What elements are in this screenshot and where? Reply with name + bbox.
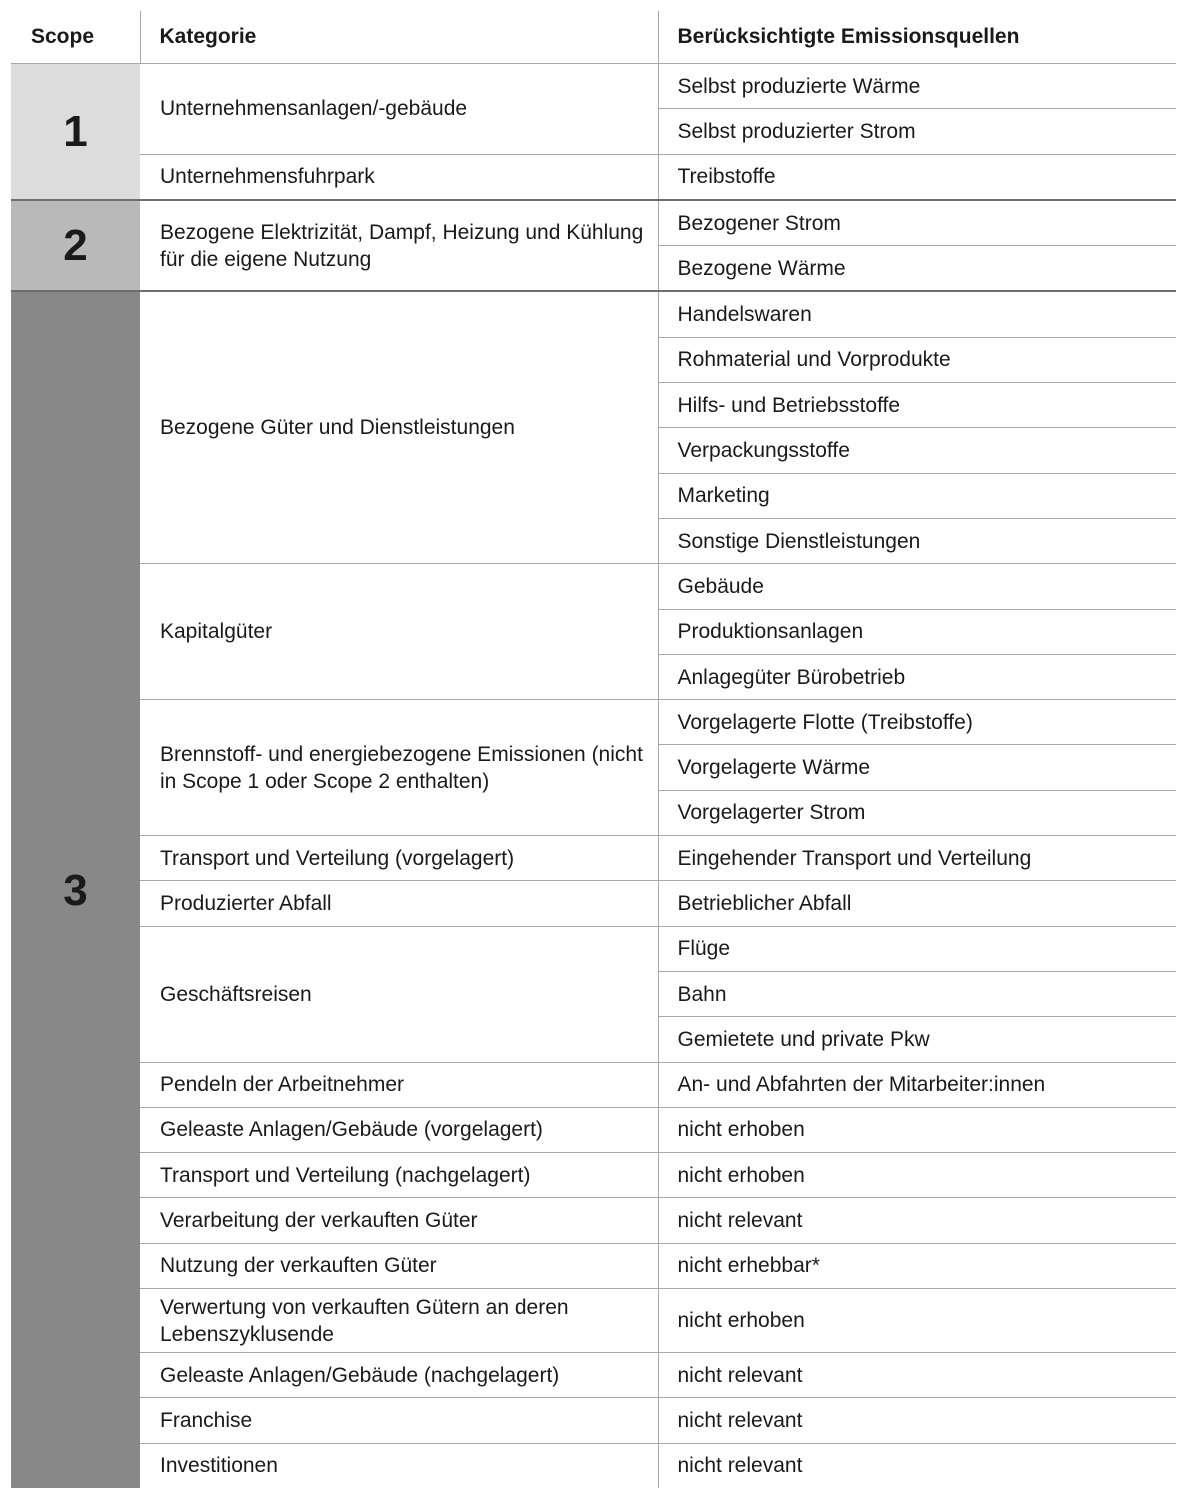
source-cell: Selbst produzierte Wärme: [658, 64, 1176, 109]
category-cell: Pendeln der Arbeitnehmer: [140, 1062, 658, 1107]
source-cell: Marketing: [658, 473, 1176, 518]
source-cell: Betrieblicher Abfall: [658, 881, 1176, 926]
table-row: [11, 291, 1176, 337]
source-cell: Anlagegüter Bürobetrieb: [658, 654, 1176, 699]
header-category: Kategorie: [140, 11, 658, 64]
table-row: [11, 836, 1176, 881]
scope-3-cell: 3: [11, 291, 140, 1487]
category-cell: Geleaste Anlagen/Gebäude (nachgelagert): [140, 1353, 658, 1398]
source-cell: Selbst produzierter Strom: [658, 109, 1176, 154]
category-cell: Unternehmensanlagen/-gebäude: [140, 64, 658, 155]
table-header-row: [11, 11, 1176, 64]
table-row: [11, 1062, 1176, 1107]
source-cell: nicht erhebbar*: [658, 1243, 1176, 1288]
table-row: [11, 1243, 1176, 1288]
source-cell: Gebäude: [658, 564, 1176, 609]
source-cell: Handelswaren: [658, 291, 1176, 337]
table-row: [11, 1398, 1176, 1443]
source-cell: Verpackungsstoffe: [658, 428, 1176, 473]
category-cell: Nutzung der verkauften Güter: [140, 1243, 658, 1288]
category-cell: Geleaste Anlagen/Gebäude (vorgelagert): [140, 1107, 658, 1152]
source-cell: Treibstoffe: [658, 154, 1176, 200]
category-cell: Geschäftsreisen: [140, 926, 658, 1062]
source-cell: Sonstige Dienstleistungen: [658, 518, 1176, 563]
source-cell: An- und Abfahrten der Mitarbeiter:innen: [658, 1062, 1176, 1107]
header-scope: Scope: [11, 11, 140, 64]
source-cell: nicht erhoben: [658, 1107, 1176, 1152]
source-cell: Produktionsanlagen: [658, 609, 1176, 654]
scope-2-cell: 2: [11, 200, 140, 292]
category-cell: Transport und Verteilung (vorgelagert): [140, 836, 658, 881]
scope-1-cell: 1: [11, 64, 140, 200]
source-cell: Hilfs- und Betriebsstoffe: [658, 383, 1176, 428]
category-cell: Investitionen: [140, 1443, 658, 1488]
table-row: [11, 1198, 1176, 1243]
category-cell: Bezogene Elektrizität, Dampf, Heizung und Kühlung für die eigene Nutzung: [140, 200, 658, 292]
category-cell: Transport und Verteilung (nachgelagert): [140, 1153, 658, 1198]
source-cell: nicht relevant: [658, 1398, 1176, 1443]
emissions-scope-table: [11, 11, 1176, 1488]
table-row: [11, 1289, 1176, 1353]
table-row: [11, 564, 1176, 609]
category-cell: Verwertung von verkauften Gütern an deren Lebenszyklusende: [140, 1289, 658, 1353]
source-cell: Vorgelagerte Wärme: [658, 745, 1176, 790]
category-cell: Franchise: [140, 1398, 658, 1443]
source-cell: Vorgelagerter Strom: [658, 790, 1176, 835]
table-row: [11, 1353, 1176, 1398]
source-cell: nicht erhoben: [658, 1153, 1176, 1198]
source-cell: nicht relevant: [677, 1454, 803, 1478]
category-cell: Brennstoff- und energiebezogene Emissionen (nicht in Scope 1 oder Scope 2 enthalten): [140, 700, 658, 836]
source-cell: Bezogener Strom: [658, 200, 1176, 246]
source-cell: Rohmaterial und Vorprodukte: [658, 337, 1176, 382]
source-cell: Eingehender Transport und Verteilung: [658, 836, 1176, 881]
header-sources: Berücksichtigte Emissionsquellen: [658, 11, 1176, 64]
table-row: [11, 1443, 1176, 1488]
source-cell: Vorgelagerte Flotte (Treibstoffe): [658, 700, 1176, 745]
category-cell: Unternehmensfuhrpark: [140, 154, 658, 200]
category-cell: Kapitalgüter: [140, 564, 658, 700]
source-cell: Gemietete und private Pkw: [658, 1017, 1176, 1062]
category-cell: Verarbeitung der verkauften Güter: [140, 1198, 658, 1243]
table-row: [11, 200, 1176, 246]
source-cell: Bezogene Wärme: [658, 246, 1176, 292]
category-cell: Produzierter Abfall: [140, 881, 658, 926]
source-cell: Bahn: [658, 971, 1176, 1016]
table-row: [11, 1153, 1176, 1198]
table-row: [11, 154, 1176, 200]
category-cell: Bezogene Güter und Dienstleistungen: [140, 291, 658, 563]
table-row: [11, 64, 1176, 109]
table-row: [11, 926, 1176, 971]
table-row: [11, 700, 1176, 745]
table-row: [11, 881, 1176, 926]
source-cell: Flüge: [658, 926, 1176, 971]
table-row: [11, 1107, 1176, 1152]
source-cell: nicht erhoben: [658, 1289, 1176, 1353]
source-cell: nicht relevant: [658, 1353, 1176, 1398]
source-cell: nicht relevant: [658, 1198, 1176, 1243]
